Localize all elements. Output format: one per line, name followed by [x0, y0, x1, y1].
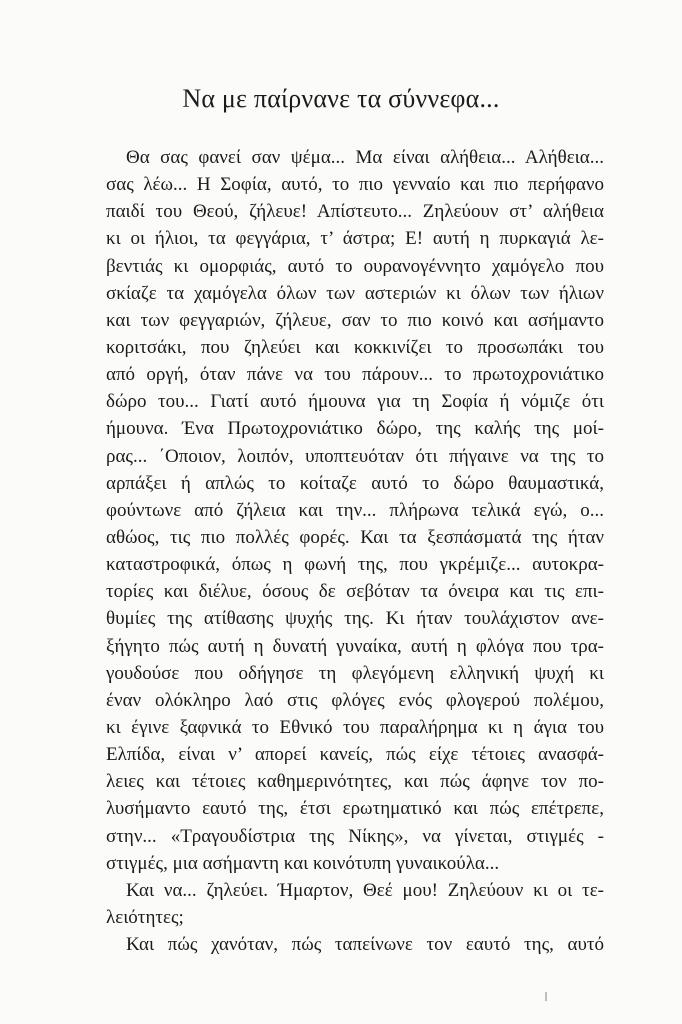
text-line: και των φεγγαριών, ζήλευε, σαν το πιο κοινό και ασήμαντο — [106, 309, 604, 331]
text-line: λειότητες; — [106, 906, 184, 928]
chapter-title: Να με παίρνανε τα σύννεφα... — [182, 84, 500, 113]
text-line: σκίαζε τα χαμόγελα όλων των αστεριών κι όλων των ήλιων — [106, 282, 604, 304]
text-line: έναν ολόκληρο λαό στις φλόγες ενός φλογερού πολέμου, — [106, 689, 604, 711]
text-line: Θα σας φανεί σαν ψέμα... Μα είναι αλήθεια... Αλήθεια... — [126, 147, 604, 168]
text-line: σας λέω... Η Σοφία, αυτό, το πιο γενναίο και πιο περήφανο — [106, 174, 604, 196]
text-line: λυσήμαντο εαυτό της, έτσι ερωτηματικό και πώς επέτρεπε, — [106, 798, 604, 820]
text-line: φούντωνε από ζήλεια και την... πλήρωνα τελικά εγώ, ο... — [106, 499, 604, 521]
text-line: από οργή, όταν πάνε να του πάρουν... το πρωτοχρονιάτικο — [106, 364, 604, 386]
text-line: δώρο του... Γιατί αυτό ήμουνα για τη Σοφία ή νόμιζε ότι — [106, 391, 604, 413]
text-line: ρας... ΄Οποιον, λοιπόν, υποπτευόταν ότι πήγαινε να της το — [106, 445, 604, 467]
text-line: καταστροφικά, όπως η φωνή της, που γκρέμιζε... αυτοκρα- — [106, 554, 604, 576]
body-text — [106, 144, 604, 958]
text-line: αρπάξει ή απλώς το κοίταζε αυτό το δώρο θαυμαστικά, — [106, 472, 604, 494]
text-line: στην... «Τραγουδίστρια της Νίκης», να γίνεται, στιγμές - — [106, 825, 604, 847]
text-line: ήμουνα. Ένα Πρωτοχρονιάτικο δώρο, της καλής της μοί- — [106, 418, 604, 440]
text-line: γουδούσε που οδήγησε τη φλεγόμενη ελληνική ψυχή κι — [106, 662, 604, 684]
text-line: Ελπίδα, είναι ν’ απορεί κανείς, πώς είχε τέτοιες ανασφά- — [106, 744, 604, 766]
text-line: Και πώς χανόταν, πώς ταπείνωνε τον εαυτό της, αυτό — [126, 934, 604, 956]
text-line: τορίες και διέλυε, όσους δε σεβόταν τα όνειρα και τις επι- — [106, 581, 604, 603]
scan-mark — [545, 992, 547, 1001]
text-line: Και να... ζηλεύει. Ήμαρτον, Θεέ μου! Ζηλεύουν κι οι τε- — [126, 879, 604, 901]
text-line: αθώος, τις πιο πολλές φορές. Και τα ξεσπάσματά της ήταν — [106, 526, 604, 548]
text-line: ξήγητο πώς αυτή η δυνατή γυναίκα, αυτή η φλόγα που τρα- — [106, 635, 604, 657]
text-line: λειες και τέτοιες καθημερινότητες, και πώς άφηνε τον πο- — [106, 771, 604, 793]
text-line: θυμίες της ατίθασης ψυχής της. Κι ήταν τουλάχιστον ανε- — [106, 608, 604, 630]
text-line: κοριτσάκι, που ζηλεύει και κοκκινίζει το προσωπάκι του — [106, 336, 604, 358]
text-line: κι έγινε ξαφνικά το Εθνικό του παραλήρημα κι η άγια του — [106, 716, 604, 738]
text-line: στιγμές, μια ασήμαντη και κοινότυπη γυναικούλα... — [106, 852, 500, 874]
text-line: βεντιάς κι ομορφιάς, αυτό το ουρανογέννητο χαμόγελο που — [106, 255, 604, 277]
text-line: κι οι ήλιοι, τα φεγγάρια, τ’ άστρα; Ε! αυτή η πυρκαγιά λε- — [106, 228, 604, 250]
text-line: παιδί του Θεού, ζήλευε! Απίστευτο... Ζηλεύουν στ’ αλήθεια — [106, 201, 604, 223]
